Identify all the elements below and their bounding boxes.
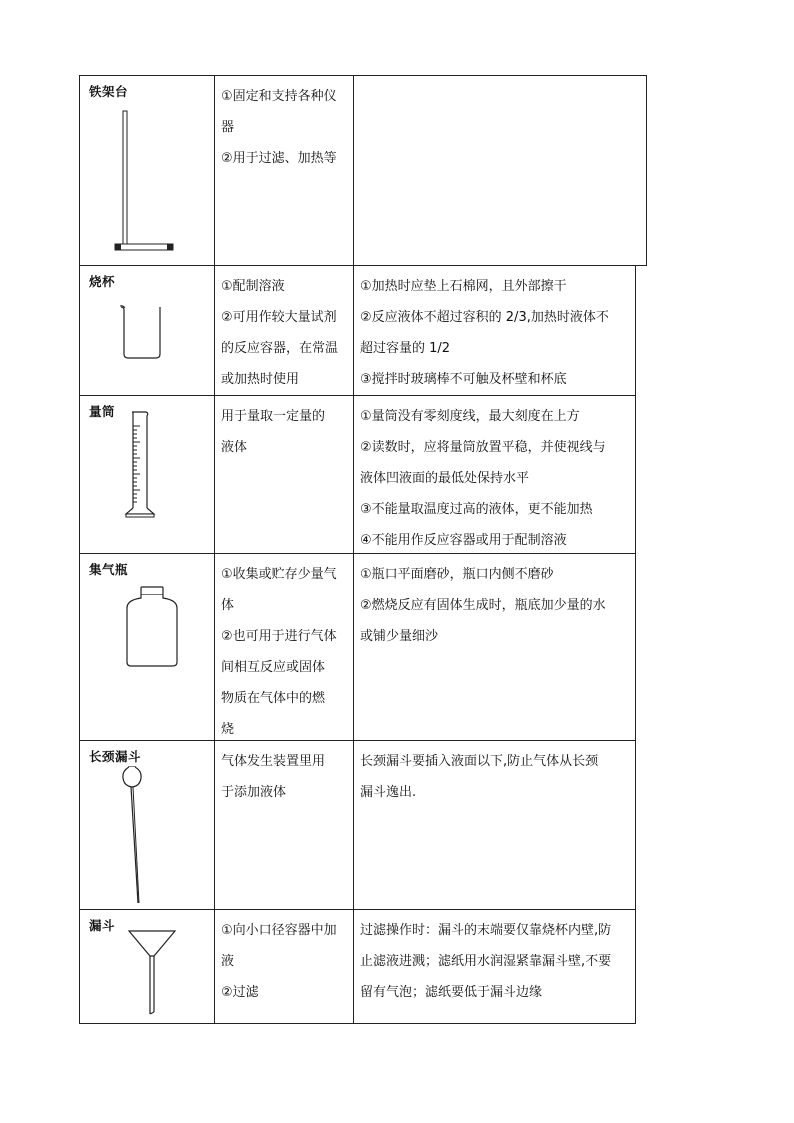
- beaker-icon: [118, 302, 166, 360]
- notes-cell: [353, 909, 636, 1024]
- notes-cell: [353, 553, 636, 741]
- gas-jar-icon: [123, 584, 183, 670]
- apparatus-name: 量筒: [89, 404, 116, 419]
- use-line: ②用于过滤、加热等: [221, 151, 337, 166]
- use-line: 器: [221, 120, 235, 135]
- note-line: 液体凹液面的最低处保持水平: [360, 471, 530, 486]
- use-line: 体: [221, 598, 235, 613]
- use-line: ①收集或贮存少量气: [221, 567, 337, 582]
- apparatus-name: 集气瓶: [89, 562, 129, 577]
- notes-cell: [353, 75, 647, 266]
- note-line: ②反应液体不超过容积的 2/3,加热时液体不: [360, 310, 609, 325]
- use-line: 液: [221, 954, 235, 969]
- apparatus-name: 长颈漏斗: [89, 749, 142, 764]
- use-cell: [214, 553, 354, 741]
- note-line: ④不能用作反应容器或用于配制溶液: [360, 533, 567, 548]
- note-line: ②读数时，应将量筒放置平稳，并使视线与: [360, 440, 606, 455]
- note-line: 超过容量的 1/2: [360, 341, 451, 356]
- use-line: ①向小口径容器中加: [221, 923, 337, 938]
- iron-stand-icon: [110, 106, 180, 256]
- use-line: 烧: [221, 722, 235, 737]
- use-cell: [214, 740, 354, 910]
- name-cell: [79, 75, 215, 266]
- use-line: 物质在气体中的燃: [221, 691, 326, 706]
- use-line: 的反应容器，在常温: [221, 341, 339, 356]
- notes-cell: [353, 740, 636, 910]
- use-cell: [214, 909, 354, 1024]
- name-cell: [79, 553, 215, 741]
- note-line: ③搅拌时玻璃棒不可触及杯壁和杯底: [360, 372, 567, 387]
- use-cell: [214, 75, 354, 266]
- note-line: 过滤操作时：漏斗的末端要仅靠烧杯内壁,防: [360, 923, 612, 938]
- use-line: ②可用作较大量试剂: [221, 310, 337, 325]
- name-cell: [79, 909, 215, 1024]
- note-line: ③不能量取温度过高的液体，更不能加热: [360, 502, 593, 517]
- notes-cell: [353, 395, 636, 554]
- name-cell: [79, 395, 215, 554]
- name-cell: [79, 740, 215, 910]
- use-line: 或加热时使用: [221, 372, 300, 387]
- note-line: ①加热时应垫上石棉网，且外部擦干: [360, 279, 567, 294]
- note-line: ①瓶口平面磨砂，瓶口内侧不磨砂: [360, 567, 554, 582]
- graduated-cylinder-icon: [120, 408, 164, 520]
- use-line: ①配制溶液: [221, 279, 285, 294]
- note-line: 或铺少量细沙: [360, 629, 439, 644]
- use-line: 用于量取一定量的: [221, 409, 326, 424]
- long-neck-funnel-icon: [120, 763, 150, 909]
- apparatus-name: 漏斗: [89, 918, 116, 933]
- name-cell: [79, 265, 215, 396]
- note-line: 长颈漏斗要插入液面以下,防止气体从长颈: [360, 754, 599, 769]
- note-line: 止滤液进溅；滤纸用水润湿紧靠漏斗壁,不要: [360, 954, 612, 969]
- use-line: 于添加液体: [221, 785, 287, 800]
- use-line: ②过滤: [221, 985, 259, 1000]
- use-cell: [214, 265, 354, 396]
- use-line: 气体发生装置里用: [221, 754, 326, 769]
- note-line: ②燃烧反应有固体生成时，瓶底加少量的水: [360, 598, 606, 613]
- use-line: ②也可用于进行气体: [221, 629, 337, 644]
- note-line: 留有气泡；滤纸要低于漏斗边缘: [360, 985, 543, 1000]
- apparatus-name: 烧杯: [89, 274, 116, 289]
- note-line: ①量筒没有零刻度线，最大刻度在上方: [360, 409, 580, 424]
- note-line: 漏斗逸出.: [360, 785, 417, 800]
- funnel-icon: [126, 926, 180, 1022]
- use-cell: [214, 395, 354, 554]
- use-line: 间相互反应或固体: [221, 660, 326, 675]
- use-line: 液体: [221, 440, 248, 455]
- use-line: ①固定和支持各种仪: [221, 89, 337, 104]
- notes-cell: [353, 265, 636, 396]
- apparatus-name: 铁架台: [89, 84, 129, 99]
